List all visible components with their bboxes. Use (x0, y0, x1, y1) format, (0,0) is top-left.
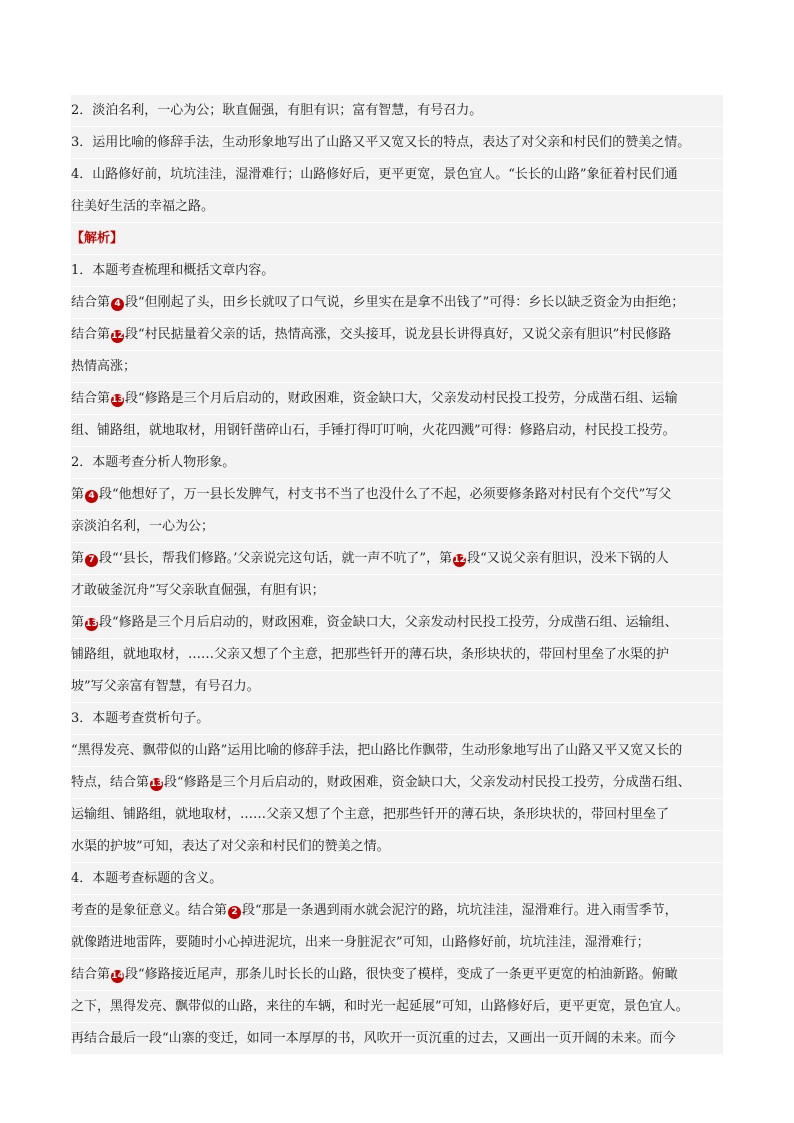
answer-line: 4．山路修好前，坑坑洼洼，湿滑难行；山路修好后，更平更宽，景色宜人。“长长的山路”象征着村民们通 (71, 159, 723, 191)
q2-title: 2．本题考查分析人物形象。 (71, 447, 723, 479)
q4-line: 就像踏进地雷阵，要随时小心掉进泥坑，出来一身脏泥衣”可知，山路修好前，坑坑洼洼，湿滑难行； (71, 927, 723, 959)
q3-title: 3．本题考查赏析句子。 (71, 703, 723, 735)
q2-line: 亲淡泊名利，一心为公； (71, 511, 723, 543)
paragraph-number-mark: 4 (111, 298, 124, 311)
paragraph-number-mark: 13 (85, 619, 98, 629)
analysis-heading: 【解析】 (71, 223, 723, 255)
q4-title: 4．本题考查标题的含义。 (71, 863, 723, 895)
paragraph-number-mark: 14 (111, 971, 124, 981)
q1-line: 组、铺路组，就地取材，用钢钎凿碎山石，手锤打得叮叮响，火花四溅”可得：修路启动，村民投工投劳。 (71, 415, 723, 447)
q2-line: 第 7 段“‘县长，帮我们修路。’父亲说完这句话，就一声不吭了”，第12段“又说父亲有胆识，没米下锅的人 (71, 543, 723, 575)
answer-line: 3．运用比喻的修辞手法，生动形象地写出了山路又平又宽又长的特点，表达了对父亲和村民们的赞美之情。 (71, 127, 723, 159)
q2-line: 铺路组，就地取材，……父亲又想了个主意，把那些钎开的薄石块，条形块状的，带回村里垒了水渠的护 (71, 639, 723, 671)
paragraph-number-mark: 12 (111, 331, 124, 341)
answer-line: 2．淡泊名利，一心为公；耿直倔强，有胆有识；富有智慧，有号召力。 (71, 95, 723, 127)
document-page (71, 95, 723, 1055)
q1-line: 结合第 4 段“但刚起了头，田乡长就叹了口气说，乡里实在是拿不出钱了”可得：乡长以缺乏资金为由拒绝； (71, 287, 723, 319)
paragraph-number-mark: 12 (453, 555, 466, 565)
q3-line: “黑得发亮、飘带似的山路”运用比喻的修辞手法，把山路比作飘带，生动形象地写出了山路又平又宽又长的 (71, 735, 723, 767)
q3-line: 特点，结合第13段“修路是三个月后启动的，财政困难，资金缺口大，父亲发动村民投工投劳，分成凿石组、 (71, 767, 723, 799)
paragraph-number-mark: 2 (228, 906, 241, 919)
paragraph-number-mark: 4 (85, 490, 98, 503)
paragraph-number-mark: 7 (85, 554, 98, 567)
q2-line: 第13段“修路是三个月后启动的，财政困难，资金缺口大，父亲发动村民投工投劳，分成凿石组、运输组、 (71, 607, 723, 639)
q2-line: 第 4 段“他想好了，万一县长发脾气，村支书不当了也没什么了不起，必须要修条路对村民有个交代”写父 (71, 479, 723, 511)
q1-line: 结合第12段“村民掂量着父亲的话，热情高涨，交头接耳，说龙县长讲得真好，又说父亲有胆识”村民修路 (71, 319, 723, 351)
q4-line: 再结合最后一段“山寨的变迁，如同一本厚厚的书，风吹开一页沉重的过去，又画出一页开阔的未来。而今 (71, 1023, 723, 1055)
paragraph-number-mark: 13 (111, 395, 124, 405)
paragraph-number-mark: 13 (150, 779, 163, 789)
q2-line: 才敢破釜沉舟”写父亲耿直倔强，有胆有识； (71, 575, 723, 607)
q2-line: 坡”写父亲富有智慧，有号召力。 (71, 671, 723, 703)
q4-line: 考查的是象征意义。结合第 2 段“那是一条遇到雨水就会泥泞的路，坑坑洼洼，湿滑难行。进入雨雪季节， (71, 895, 723, 927)
q1-title: 1．本题考查梳理和概括文章内容。 (71, 255, 723, 287)
q4-line: 结合第14段“修路接近尾声，那条儿时长长的山路，很快变了模样，变成了一条更平更宽的柏油新路。俯瞰 (71, 959, 723, 991)
answer-line: 往美好生活的幸福之路。 (71, 191, 723, 223)
q1-line: 热情高涨； (71, 351, 723, 383)
q4-line: 之下，黑得发亮、飘带似的山路，来往的车辆，和时光一起延展”可知，山路修好后，更平更宽，景色宜人。 (71, 991, 723, 1023)
q3-line: 运输组、铺路组，就地取材，……父亲又想了个主意，把那些钎开的薄石块，条形块状的，带回村里垒了 (71, 799, 723, 831)
q3-line: 水渠的护坡”可知，表达了对父亲和村民们的赞美之情。 (71, 831, 723, 863)
q1-line: 结合第13段“修路是三个月后启动的，财政困难，资金缺口大，父亲发动村民投工投劳，分成凿石组、运输 (71, 383, 723, 415)
